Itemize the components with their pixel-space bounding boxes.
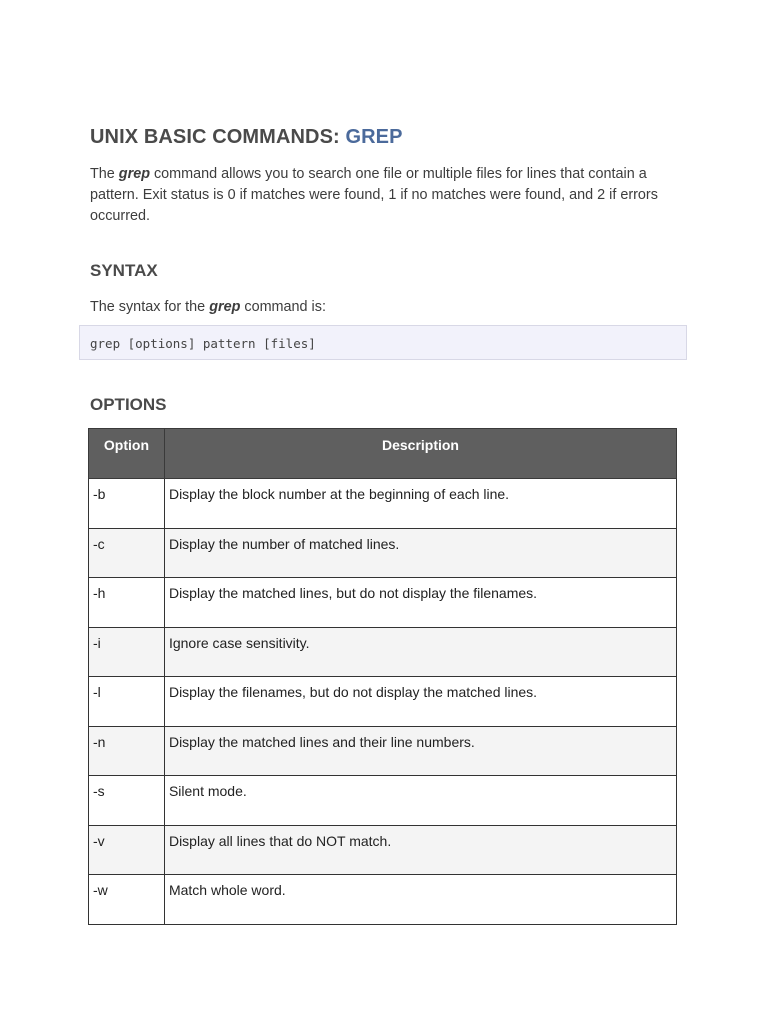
- syntax-code-block: grep [options] pattern [files]: [79, 325, 687, 360]
- description-cell: Display all lines that do NOT match.: [164, 825, 676, 875]
- option-cell: -n: [89, 726, 165, 776]
- option-cell: -s: [89, 776, 165, 826]
- description-cell: Display the block number at the beginning of each line.: [164, 479, 676, 529]
- option-cell: -i: [89, 627, 165, 677]
- description-cell: Silent mode.: [164, 776, 676, 826]
- intro-text-before: The: [90, 166, 119, 182]
- page-title-prefix: UNIX BASIC COMMANDS:: [90, 126, 346, 148]
- page-title-accent: GREP: [345, 126, 403, 148]
- page-title: [90, 120, 680, 154]
- syntax-lead: [90, 297, 680, 318]
- description-cell: Display the number of matched lines.: [164, 528, 676, 578]
- description-cell: Ignore case sensitivity.: [164, 627, 676, 677]
- table-row: [89, 677, 677, 727]
- option-cell: -c: [89, 528, 165, 578]
- column-header-option: Option: [89, 429, 165, 479]
- table-header-row: [89, 429, 677, 479]
- syntax-lead-command: grep: [209, 299, 241, 315]
- table-row: [89, 578, 677, 628]
- description-cell: Match whole word.: [164, 875, 676, 925]
- option-cell: -h: [89, 578, 165, 628]
- option-cell: -b: [89, 479, 165, 529]
- description-cell: Display the matched lines and their line numbers.: [164, 726, 676, 776]
- table-row: [89, 776, 677, 826]
- syntax-lead-after: command is:: [240, 299, 326, 315]
- options-heading: OPTIONS: [90, 395, 167, 414]
- table-row: [89, 528, 677, 578]
- syntax-heading: SYNTAX: [90, 261, 158, 280]
- intro-command-name: grep: [118, 166, 150, 182]
- table-row: [89, 479, 677, 529]
- syntax-lead-before: The syntax for the: [90, 299, 210, 315]
- intro-paragraph: [90, 164, 675, 227]
- intro-text-after: command allows you to search one file or multiple files for lines that contain a pattern. Exit status is 0 if matches were found, 1 if no matches were found, and 2 if errors occurred.: [90, 166, 658, 224]
- table-row: [89, 726, 677, 776]
- option-cell: -l: [89, 677, 165, 727]
- table-row: [89, 825, 677, 875]
- options-table: [88, 428, 677, 925]
- option-cell: -v: [89, 825, 165, 875]
- column-header-description: Description: [164, 429, 676, 479]
- article: [90, 120, 680, 318]
- table-row: [89, 627, 677, 677]
- option-cell: -w: [89, 875, 165, 925]
- description-cell: Display the matched lines, but do not display the filenames.: [164, 578, 676, 628]
- description-cell: Display the filenames, but do not display the matched lines.: [164, 677, 676, 727]
- table-row: [89, 875, 677, 925]
